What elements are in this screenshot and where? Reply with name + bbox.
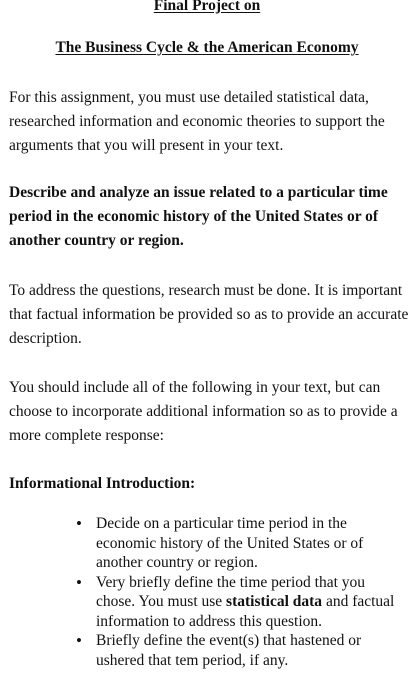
list-item <box>74 631 404 670</box>
list-item-text: Briefly define the event(s) that hastened or ushered that tem period, if any. <box>96 632 362 669</box>
list-item <box>74 573 404 632</box>
emphasis-text: statistical data <box>226 593 323 610</box>
document-subtitle: The Business Cycle & the American Economy <box>55 39 359 56</box>
list-item-text: Decide on a particular time period in the economic history of the United States or of another country or region. <box>96 515 364 571</box>
introduction-bullet-list <box>74 514 404 670</box>
list-item <box>74 514 404 573</box>
list-item-text-after: and factual information to address this question. <box>96 593 395 630</box>
requirements-paragraph: You should include all of the following in your text, but can choose to incorporate additional information so as to provide a more complete response: <box>9 379 398 444</box>
research-paragraph: To address the questions, research must be done. It is important that factual information be provided so as to provide an accurate description. <box>9 282 409 347</box>
list-item-text-before: Very briefly define the time period that you chose. You must use <box>96 573 366 610</box>
section-heading: Informational Introduction: <box>9 475 196 492</box>
document-title: Final Project on <box>153 0 261 14</box>
assignment-prompt: Describe and analyze an issue related to a particular time period in the economic history of the United States or of another country or region. <box>9 184 388 249</box>
instructions-paragraph: For this assignment, you must use detailed statistical data, researched information and economic theories to support the arguments that you will present in your text. <box>9 89 385 154</box>
